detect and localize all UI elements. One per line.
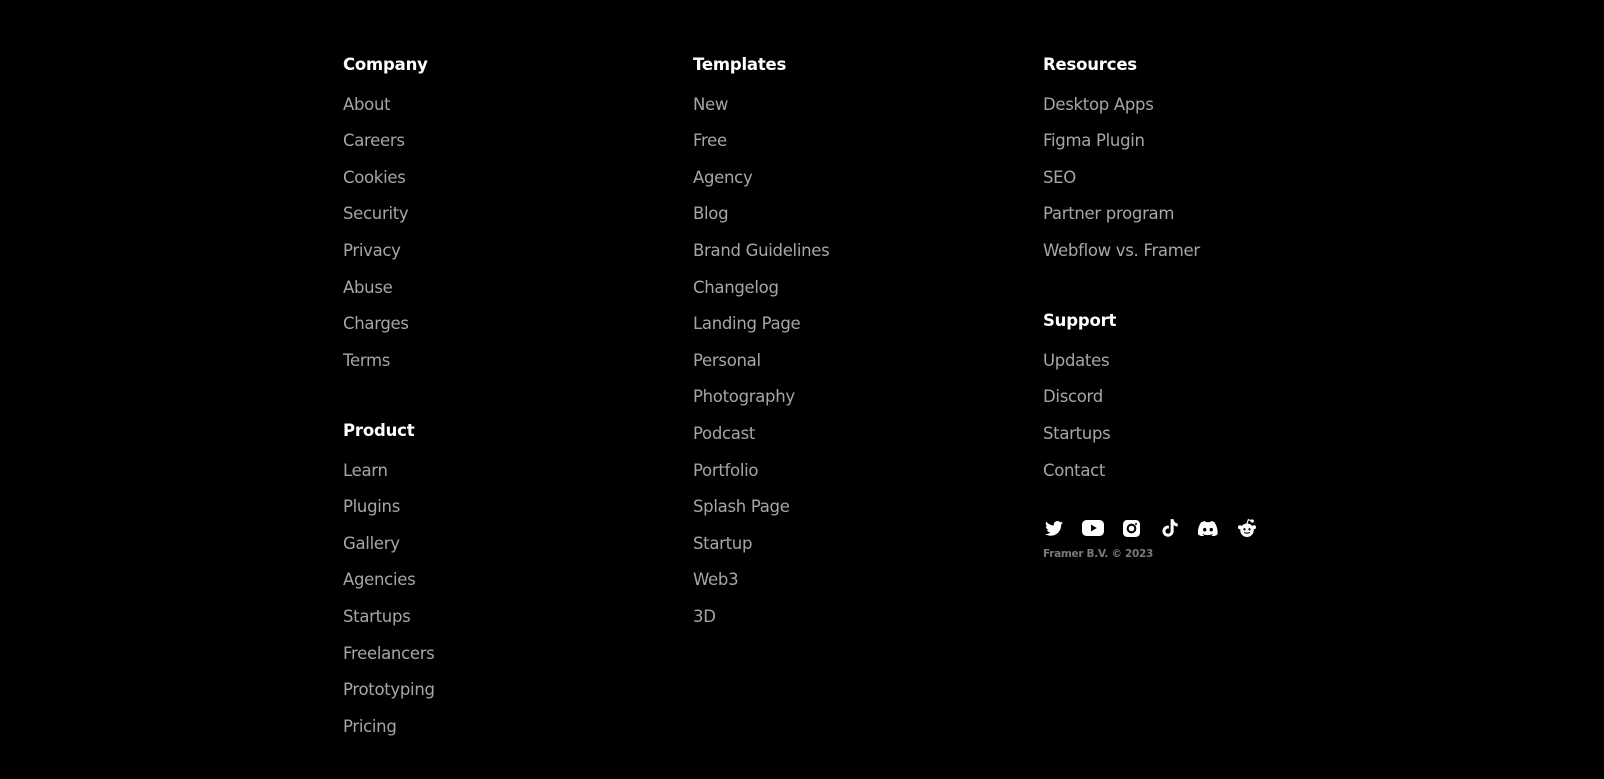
footer-link-startups[interactable]: Startups	[343, 606, 411, 626]
footer-link-splash-page[interactable]: Splash Page	[693, 497, 790, 517]
footer-link-free[interactable]: Free	[693, 131, 727, 151]
footer-link-cookies[interactable]: Cookies	[343, 167, 406, 187]
footer-link-landing-page[interactable]: Landing Page	[693, 314, 801, 334]
footer-column-company-product	[343, 50, 643, 745]
footer-column-templates	[693, 50, 993, 636]
templates-group	[693, 50, 993, 636]
company-group	[343, 50, 643, 379]
footer-link-agencies[interactable]: Agencies	[343, 570, 416, 590]
resources-heading: Resources	[1043, 55, 1137, 74]
footer-link-new[interactable]: New	[693, 94, 729, 114]
footer-link-updates[interactable]: Updates	[1043, 350, 1110, 370]
footer-link-about[interactable]: About	[343, 94, 391, 114]
footer-link-security[interactable]: Security	[343, 204, 409, 224]
footer-column-resources-support	[1043, 50, 1343, 560]
twitter-icon[interactable]	[1043, 517, 1065, 539]
footer-link-3d[interactable]: 3D	[693, 606, 716, 626]
footer-link-contact[interactable]: Contact	[1043, 460, 1106, 480]
reddit-icon[interactable]	[1236, 517, 1258, 539]
youtube-icon[interactable]	[1082, 517, 1104, 539]
tiktok-icon[interactable]	[1159, 517, 1181, 539]
footer-link-plugins[interactable]: Plugins	[343, 497, 401, 517]
footer-link-podcast[interactable]: Podcast	[693, 423, 756, 443]
footer-link-freelancers[interactable]: Freelancers	[343, 643, 435, 663]
footer-link-prototyping[interactable]: Prototyping	[343, 680, 435, 700]
footer-link-photography[interactable]: Photography	[693, 387, 795, 407]
footer-link-changelog[interactable]: Changelog	[693, 277, 779, 297]
footer-link-support-startups[interactable]: Startups	[1043, 423, 1111, 443]
footer-link-privacy[interactable]: Privacy	[343, 240, 401, 260]
footer-link-blog[interactable]: Blog	[693, 204, 729, 224]
social-links	[1043, 517, 1343, 539]
templates-heading: Templates	[693, 55, 787, 74]
footer-link-portfolio[interactable]: Portfolio	[693, 460, 759, 480]
footer-link-terms[interactable]: Terms	[343, 350, 391, 370]
footer-link-personal[interactable]: Personal	[693, 350, 761, 370]
footer-link-learn[interactable]: Learn	[343, 460, 388, 480]
support-group	[1043, 306, 1343, 489]
resources-group	[1043, 50, 1343, 270]
support-heading: Support	[1043, 311, 1117, 331]
footer-link-gallery[interactable]: Gallery	[343, 533, 400, 553]
footer-link-desktop-apps[interactable]: Desktop Apps	[1043, 94, 1154, 114]
footer-link-startup[interactable]: Startup	[693, 533, 753, 553]
footer-link-web3[interactable]: Web3	[693, 570, 739, 590]
footer-link-partner-program[interactable]: Partner program	[1043, 204, 1175, 224]
footer-link-pricing[interactable]: Pricing	[343, 716, 397, 736]
footer-link-seo[interactable]: SEO	[1043, 167, 1076, 187]
product-heading: Product	[343, 420, 415, 440]
footer-link-discord[interactable]: Discord	[1043, 387, 1103, 407]
discord-icon[interactable]	[1197, 517, 1219, 539]
footer-link-agency[interactable]: Agency	[693, 167, 753, 187]
copyright-text: Framer B.V. © 2023	[1043, 548, 1154, 561]
instagram-icon[interactable]	[1120, 517, 1142, 539]
footer-link-careers[interactable]: Careers	[343, 131, 405, 151]
footer-link-webflow-vs-framer[interactable]: Webflow vs. Framer	[1043, 240, 1200, 260]
footer-link-brand-guidelines[interactable]: Brand Guidelines	[693, 240, 830, 260]
footer-link-figma-plugin[interactable]: Figma Plugin	[1043, 131, 1145, 151]
product-group	[343, 416, 643, 745]
footer-link-abuse[interactable]: Abuse	[343, 277, 393, 297]
company-heading: Company	[343, 55, 428, 74]
footer-link-charges[interactable]: Charges	[343, 314, 409, 334]
